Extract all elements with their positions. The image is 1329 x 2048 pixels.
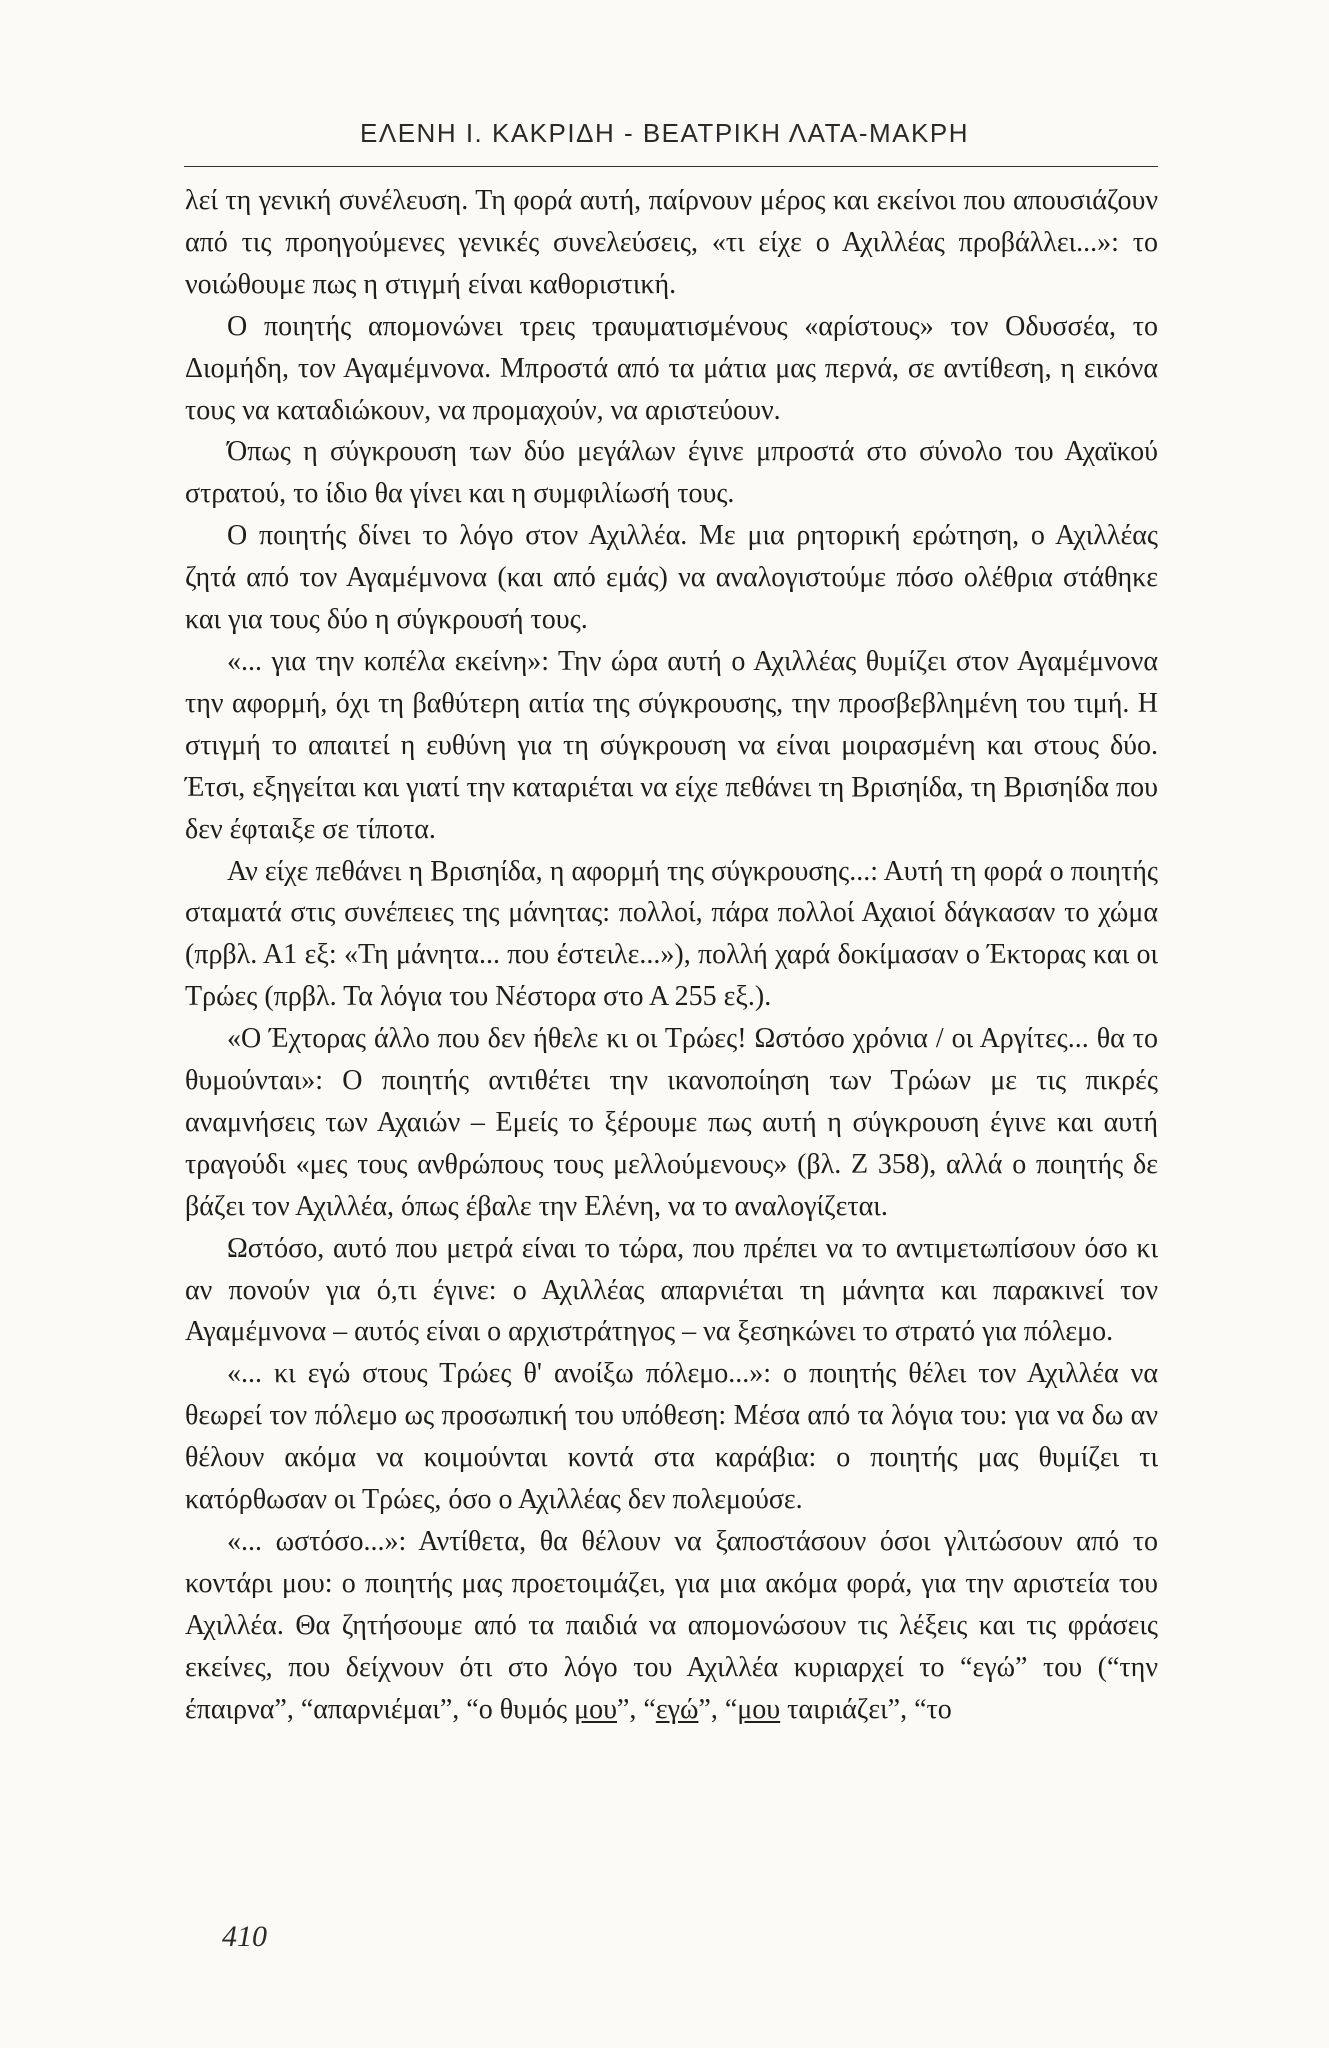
paragraph-8: Ωστόσο, αυτό που μετρά είναι το τώρα, που πρέπει να το αντιμετωπίσουν όσο κι αν πονούν για ό,τι έγινε: ο Αχιλλέας απαρνιέται τη μάνητα και παρακινεί τον Αγαμέμνονα – αυτός είναι ο αρχιστράτηγος – να ξεσηκώνει το στρατό για πόλεμο. [185,1232,1158,1348]
paragraph-4: Ο ποιητής δίνει το λόγο στον Αχιλλέα. Με μια ρητορική ερώτηση, ο Αχιλλέας ζητά από τον Αγαμέμνονα (και από εμάς) να αναλογιστούμε πόσο ολέθρια στάθηκε και για τους δύο η σύγκρουσή τους. [185,520,1158,636]
paragraph-7: «Ο Έχτορας άλλο που δεν ήθελε κι οι Τρώες! Ωστόσο χρόνια / οι Αργίτες... θα το θυμούνται»: Ο ποιητής αντιθέτει την ικανοποίηση των Τρώων με τις πικρές αναμνήσεις των Αχαιών – Εμείς το ξέρουμε πως αυτή η σύγκρουση έγινε και αυτή τραγούδι «μες τους ανθρώπους τους μελλούμενους» (βλ. Ζ 358), αλλά ο ποιητής δε βάζει τον Αχιλλέα, όπως έβαλε την Ελένη, να το αναλογίζεται. [185,1023,1158,1222]
paragraph-10-text-4: ταιριάζει”, “το [780,1693,952,1725]
body-text [185,180,1158,1731]
underlined-word: εγώ [655,1693,699,1725]
header-rule [184,166,1158,167]
underlined-word: μου [737,1693,781,1725]
paragraph-5: «... για την κοπέλα εκείνη»: Την ώρα αυτή ο Αχιλλέας θυμίζει στον Αγαμέμνονα την αφορμή, όχι τη βαθύτερη αιτία της σύγκρουσης, την προσβεβλημένη του τιμή. Η στιγμή το απαιτεί η ευθύνη για τη σύγκρουση να είναι μοιρασμένη και στους δύο. Έτσι, εξηγείται και γιατί την καταριέται να είχε πεθάνει τη Βρισηίδα, τη Βρισηίδα που δεν έφταιξε σε τίποτα. [185,645,1158,845]
paragraph-3: Όπως η σύγκρουση των δύο μεγάλων έγινε μπροστά στο σύνολο του Αχαϊκού στρατού, το ίδιο θα γίνει και η συμφιλίωσή τους. [185,436,1158,510]
paragraph-10-text-2: ”, “ [616,1693,656,1725]
underlined-word: μου [574,1693,617,1725]
page-number: 410 [222,1920,267,1953]
paragraph-9: «... κι εγώ στους Τρώες θ' ανοίξω πόλεμο...»: ο ποιητής θέλει τον Αχιλλέα να θεωρεί τον πόλεμο ως προσωπική του υπόθεση: Μέσα από τα λόγια του: για να δω αν θέλουν ακόμα να κοιμούνται κοντά στα καράβια: ο ποιητής μας θυμίζει τι κατόρθωσαν οι Τρώες, όσο ο Αχιλλέας δεν πολεμούσε. [185,1358,1158,1516]
paragraph-6: Αν είχε πεθάνει η Βρισηίδα, η αφορμή της σύγκρουσης...: Αυτή τη φορά ο ποιητής σταματά στις συνέπειες της μάνητας: πολλοί, πάρα πολλοί Αχαιοί δάγκασαν το χώμα (πρβλ. Α1 εξ: «Τη μάνητα... που έστειλε...»), πολλή χαρά δοκίμασαν ο Έκτορας και οι Τρώες (πρβλ. Τα λόγια του Νέστορα στο Α 255 εξ.). [185,855,1158,1013]
paragraph-10 [185,1521,1158,1731]
paragraph-2: Ο ποιητής απομονώνει τρεις τραυματισμένους «αρίστους» τον Οδυσσέα, το Διομήδη, τον Αγαμέμνονα. Μπροστά από τα μάτια μας περνά, σε αντίθεση, η εικόνα τους να καταδιώκουν, να προμαχούν, να αριστεύουν. [185,310,1158,426]
paragraph-10-text-3: ”, “ [698,1693,738,1725]
paragraph-1: λεί τη γενική συνέλευση. Τη φορά αυτή, παίρνουν μέρος και εκείνοι που απουσιάζουν από τις προηγούμενες γενικές συνελεύσεις, «τι είχε ο Αχιλλέας προβάλλει...»: το νοιώθουμε πως η στιγμή είναι καθοριστική. [185,185,1158,300]
running-header: ΕΛΕΝΗ Ι. ΚΑΚΡΙΔΗ - ΒΕΑΤΡΙΚΗ ΛΑΤΑ-ΜΑΚΡΗ [360,118,969,148]
paragraph-10-text-1: «... ωστόσο...»: Αντίθετα, θα θέλουν να ξαποστάσουν όσοι γλιτώσουν από το κοντάρι μου: ο ποιητής μας προετοιμάζει, για μια ακόμα φορά, για την αριστεία του Αχιλλέα. Θα ζητήσουμε από τα παιδιά να απομονώσουν τις λέξεις και τις φράσεις εκείνες, που δείχνουν ότι στο λόγο του Αχιλλέα κυριαρχεί το “εγώ” του (“την έπαιρνα”, “απαρνιέμαι”, “ο θυμός [185,1526,1158,1725]
